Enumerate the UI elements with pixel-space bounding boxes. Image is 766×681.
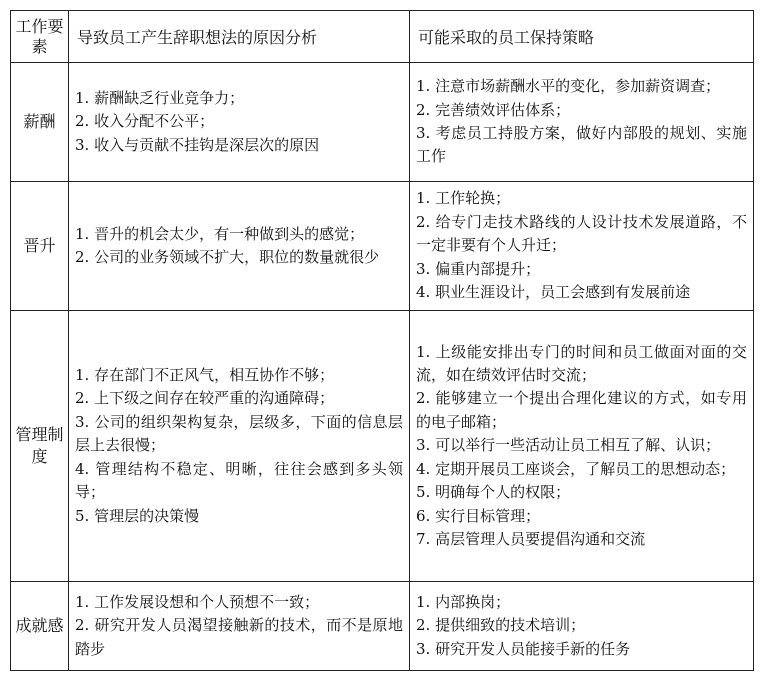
strategies-cell bbox=[410, 63, 754, 182]
list-item: 1. 工作发展设想和个人预想不一致； bbox=[75, 592, 320, 611]
list-item: 3. 研究开发人员能接手新的任务 bbox=[416, 639, 631, 658]
list-item: 2. 收入分配不公平； bbox=[75, 112, 215, 131]
factor-cell: 管理制度 bbox=[11, 311, 69, 582]
causes-cell bbox=[69, 182, 410, 311]
list-item: 1. 上级能安排出专门的时间和员工做面对面的交流，如在绩效评估时交流； bbox=[416, 342, 747, 385]
header-factor: 工作要素 bbox=[11, 11, 69, 63]
causes-cell bbox=[69, 311, 410, 582]
list-item: 2. 公司的业务领域不扩大，职位的数量就很少 bbox=[75, 248, 380, 266]
list-item: 2. 研究开发人员渴望接触新的技术，而不是原地踏步 bbox=[75, 616, 403, 658]
list-item: 2. 给专门走技术路线的人设计技术发展道路，不一定非要有个人升迁； bbox=[416, 212, 747, 255]
header-causes: 导致员工产生辞职想法的原因分析 bbox=[69, 11, 410, 63]
header-strategies: 可能采取的员工保持策略 bbox=[410, 11, 754, 63]
list-item: 2. 提供细致的技术培训； bbox=[416, 616, 586, 635]
table-row-achievement bbox=[11, 582, 754, 671]
causes-cell bbox=[69, 582, 410, 671]
list-item: 2. 完善绩效评估体系； bbox=[416, 100, 571, 119]
list-item: 2. 上下级之间存在较严重的沟通障碍； bbox=[75, 389, 335, 408]
strategies-cell bbox=[410, 582, 754, 671]
list-item: 1. 内部换岗； bbox=[416, 592, 511, 611]
list-item: 5. 明确每个人的权限； bbox=[416, 483, 571, 502]
list-item: 7. 高层管理人员要提倡沟通和交流 bbox=[416, 529, 646, 548]
list-item: 3. 考虑员工持股方案，做好内部股的规划、实施工作 bbox=[416, 124, 747, 166]
factor-cell: 成就感 bbox=[11, 582, 69, 671]
list-item: 4. 定期开展员工座谈会，了解员工的思想动态； bbox=[416, 459, 736, 478]
list-item: 1. 存在部门不正风气，相互协作不够； bbox=[75, 366, 335, 385]
table-row-promotion bbox=[11, 182, 754, 311]
list-item: 3. 偏重内部提升； bbox=[416, 259, 541, 278]
list-item: 1. 注意市场薪酬水平的变化，参加薪资调查； bbox=[416, 77, 721, 96]
strategies-cell bbox=[410, 182, 754, 311]
list-item: 6. 实行目标管理； bbox=[416, 506, 541, 525]
factor-cell: 薪酬 bbox=[11, 63, 69, 182]
list-item: 1. 晋升的机会太少，有一种做到头的感觉； bbox=[75, 224, 365, 243]
table-header-row bbox=[11, 11, 754, 63]
table-row-management bbox=[11, 311, 754, 582]
list-item: 1. 工作轮换； bbox=[416, 189, 511, 208]
strategies-cell bbox=[410, 311, 754, 582]
list-item: 4. 管理结构不稳定、明晰，往往会感到多头领导； bbox=[75, 459, 403, 502]
list-item: 2. 能够建立一个提出合理化建议的方式，如专用的电子邮箱； bbox=[416, 389, 747, 431]
factor-cell: 晋升 bbox=[11, 182, 69, 311]
causes-cell bbox=[69, 63, 410, 182]
list-item: 5. 管理层的决策慢 bbox=[75, 506, 200, 525]
list-item: 3. 公司的组织架构复杂，层级多，下面的信息层层上去很慢； bbox=[75, 412, 403, 455]
list-item: 1. 薪酬缺乏行业竞争力； bbox=[75, 88, 245, 107]
retention-table bbox=[10, 10, 754, 671]
list-item: 4. 职业生涯设计，员工会感到有发展前途 bbox=[416, 283, 691, 302]
list-item: 3. 收入与贡献不挂钩是深层次的原因 bbox=[75, 135, 320, 154]
list-item: 3. 可以举行一些活动让员工相互了解、认识； bbox=[416, 436, 721, 455]
table-row-salary bbox=[11, 63, 754, 182]
